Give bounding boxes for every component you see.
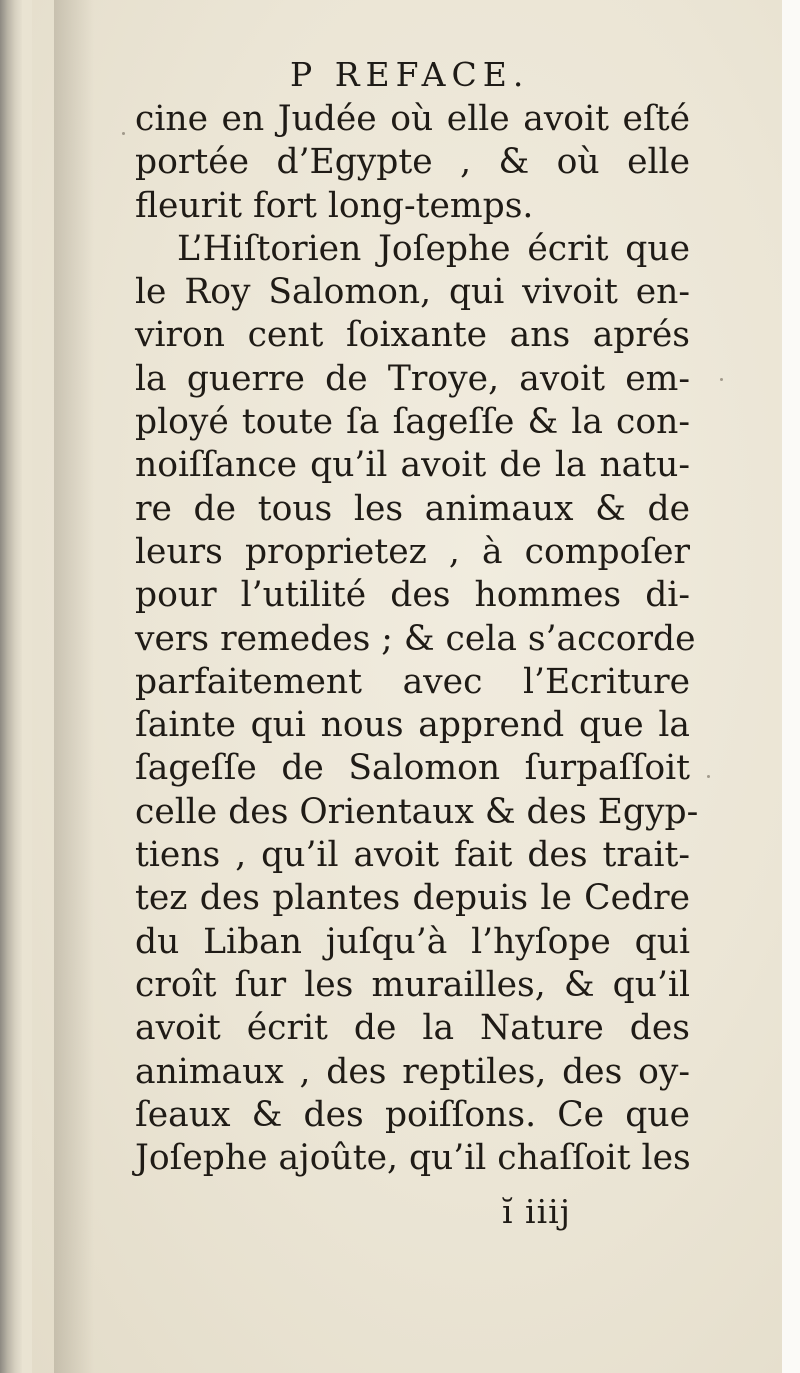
text-line: ſageſſe de Salomon ſurpaſſoit (135, 748, 690, 789)
book-gutter (0, 0, 22, 1373)
text-line: L’Hiſtorien Joſephe écrit que (177, 228, 690, 269)
text-line: pour l’utilité des hommes di- (135, 575, 690, 616)
text-line: celle des Orientaux & des Egyp- (135, 791, 699, 832)
text-line: tez des plantes depuis le Cedre (135, 878, 690, 919)
body-text (135, 98, 699, 1180)
text-line: noiſſance qu’il avoit de la natu- (135, 445, 690, 486)
text-line: animaux , des reptiles, des oy- (135, 1051, 690, 1092)
text-line: du Liban juſqu’à l’hyſope qui (135, 921, 690, 962)
paper-speck (720, 378, 723, 381)
text-line: tiens , qu’il avoit fait des trait- (135, 835, 690, 876)
paper-speck (707, 775, 710, 778)
text-line: portée d’Egypte , & où elle (135, 142, 690, 183)
text-line: ſainte qui nous apprend que la (135, 705, 690, 746)
signature-mark: ĭ iiij (502, 1192, 571, 1231)
text-line: la guerre de Troye, avoit em- (135, 358, 690, 399)
text-line: cine en Judée où elle avoit eſté (135, 99, 690, 139)
text-line: leurs proprietez , à compoſer (135, 531, 690, 572)
running-head: P REFACE. (290, 55, 530, 94)
gutter-shadow (54, 0, 94, 1373)
text-line: fleurit fort long-temps. (135, 185, 534, 226)
paper-speck (122, 132, 125, 135)
text-line: Joſephe ajoûte, qu’il chaſſoit les (135, 1138, 691, 1179)
text-line: avoit écrit de la Nature des (135, 1008, 690, 1049)
scan-border (782, 0, 800, 1373)
text-line: parfaitement avec l’Ecriture (135, 661, 690, 702)
text-line: vers remedes ; & cela s’accorde (135, 618, 696, 659)
text-line: viron cent ſoixante ans aprés (135, 315, 690, 356)
text-line: le Roy Salomon, qui vivoit en- (135, 272, 690, 313)
text-line: ſeaux & des poiſſons. Ce que (135, 1094, 690, 1135)
page-leaf (32, 0, 782, 1373)
text-line: croît ſur les murailles, & qu’il (135, 964, 690, 1005)
text-line: re de tous les animaux & de (135, 488, 690, 529)
text-line: ployé toute ſa ſageſſe & la con- (135, 402, 690, 443)
